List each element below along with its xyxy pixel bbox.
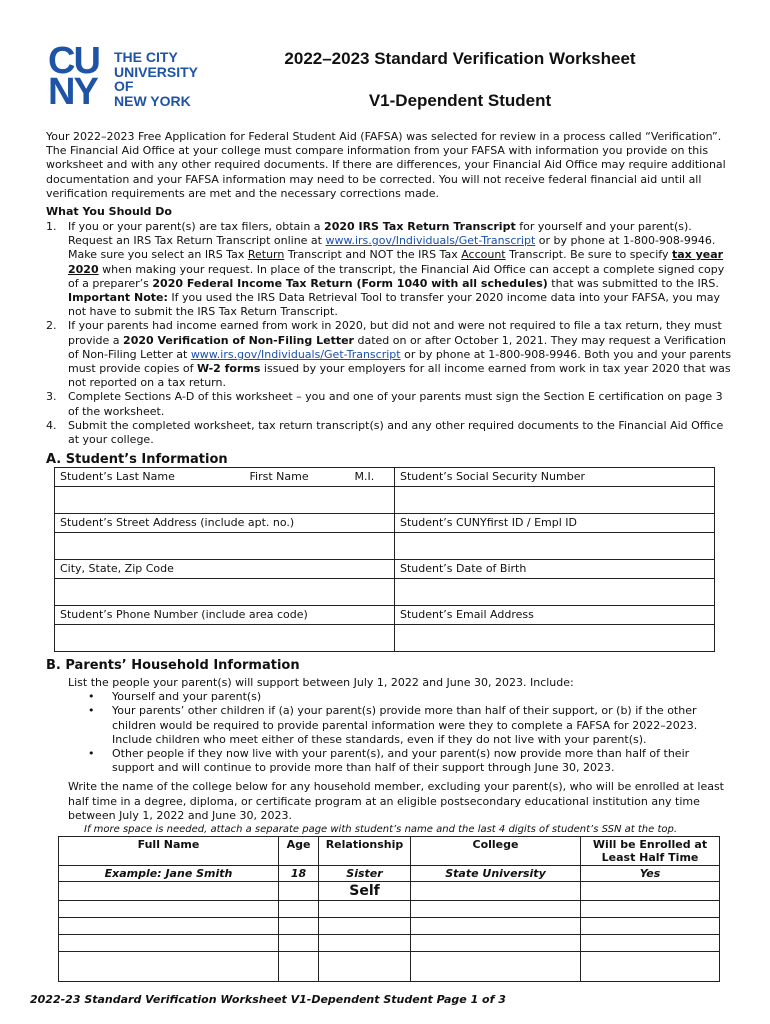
household-bullet: • Yourself and your parent(s) [88,690,262,704]
irs-nonfiling-link[interactable]: www.irs.gov/Individuals/Get-Transcript [190,347,401,361]
step-3: 3. Complete Sections A-D of this worksheet – you and one of your parents must sign the Section E certification on page 3 of the worksheet. [46,390,723,418]
what-to-do-heading: What You Should Do [46,205,172,218]
email-label: Student’s Email Address [395,606,715,625]
col-enrolled: Will be Enrolled at Least Half Time [581,837,720,866]
mi-label: M.I. [350,468,395,487]
self-row [59,882,720,901]
step-1: 1. If you or your parent(s) are tax filers, obtain a 2020 IRS Tax Return Transcript for yourself and your parent(s). Request an IRS Tax Return Transcript online at www.irs.gov/Individuals/Get-Transcript or by phone at 1-800-908-9946. Make sure you select an IRS Tax Return Transcript and NOT the IRS Tax Account Transcript. Be sure to specify tax year 2020 when making your request. In place of the transcript, the Financial Aid Office can accept a complete signed copy of a preparer’s 2020 Federal Income Tax Return (Form 1040 with all schedules) that was submitted to the IRS. Important Note: If you used the IRS Data Retrieval Tool to transfer your 2020 income data into your FAFSA, you may not have to submit the IRS Tax Return Transcript. [46,220,725,319]
cuny-logo [48,40,208,113]
phone-label: Student’s Phone Number (include area code) [55,606,395,625]
city-label: City, State, Zip Code [55,560,395,579]
student-info-table [54,467,715,652]
col-college: College [411,837,581,866]
first-name-label: First Name [245,468,350,487]
cunyfirst-label: Student’s CUNYfirst ID / Empl ID [395,514,715,533]
name-field[interactable] [55,487,395,514]
dob-field[interactable] [395,579,715,606]
household-bullet: • Other people if they now live with your parent(s), and your parent(s) now provide more than half of their support and will continue to provide more than half of their support through June 30, 2023. [88,747,690,775]
self-name-field[interactable] [59,882,279,901]
page-subtitle: V1-Dependent Student [368,91,552,110]
cuny-logo-text: THE CITY UNIVERSITY OF NEW YORK [114,49,199,109]
irs-transcript-link[interactable]: www.irs.gov/Individuals/Get-Transcript [325,234,536,248]
section-a-heading: A. Student’s Information [46,452,228,467]
col-relationship: Relationship [319,837,411,866]
self-age-field[interactable] [279,882,319,901]
example-row: Example: Jane Smith 18 Sister State University Yes [59,866,720,882]
household-lead: List the people your parent(s) will support between July 1, 2022 and June 30, 2023. Include: [68,676,574,689]
col-full-name: Full Name [59,837,279,866]
address-label: Student’s Street Address (include apt. no.) [55,514,395,533]
step-4: 4. Submit the completed worksheet, tax return transcript(s) and any other required documents to the Financial Aid Office at your college. [46,418,724,447]
last-name-label: Student’s Last Name [55,468,245,487]
table-row [59,935,720,952]
table-row [59,918,720,935]
self-relationship-field[interactable]: Self [319,882,411,901]
col-age: Age [279,837,319,866]
cunyfirst-field[interactable] [395,533,715,560]
section-b-heading: B. Parents’ Household Information [46,658,300,673]
ssn-field[interactable] [395,487,715,514]
more-space-note: If more space is needed, attach a separate page with student’s name and the last 4 digits of student’s SSN at the top. [84,824,678,835]
college-instructions: Write the name of the college below for any household member, excluding your parent(s), who will be enrolled at least half time in a degree, diploma, or certificate program at an eligible postsecondary educational institution any time between July 1, 2022 and June 30, 2023. [68,780,724,822]
self-college-field[interactable] [411,882,581,901]
page-title: 2022–2023 Standard Verification Worksheet [284,49,636,68]
table-row [59,901,720,918]
page-footer: 2022-23 Standard Verification Worksheet V1-Dependent Student Page 1 of 3 [30,993,506,1006]
address-field[interactable] [55,533,395,560]
steps-list [46,220,736,447]
household-instructions [68,676,728,823]
city-field[interactable] [55,579,395,606]
email-field[interactable] [395,625,715,652]
table-row [59,952,720,982]
household-bullet: • Your parents’ other children if (a) your parent(s) provide more than half of their support, or (b) if the other children would be required to provide parental information were they to complete a FAFSA for 2022–2023. Include children who meet either of these standards, even if they do not live with your parent(s). [88,704,698,746]
household-table [58,836,720,982]
intro-paragraph: Your 2022–2023 Free Application for Federal Student Aid (FAFSA) was selected for review in a process called “Verification”. The Financial Aid Office at your college must compare information from your FAFSA with information you provide on this worksheet and with any other required documents. If there are differences, your Financial Aid Office may require additional documentation and your FAFSA information may need to be corrected. You will not receive federal financial aid until all verification requirements are met and the necessary corrections made. [46,130,726,200]
step-2: 2. If your parents had income earned from work in 2020, but did not and were not required to file a tax return, they must provide a 2020 Verification of Non-Filing Letter dated on or after October 1, 2021. They may request a Verification of Non-Filing Letter at www.irs.gov/Individuals/Get-Transcript or by phone at 1-800-908-9946. Both you and your parents must provide copies of W-2 forms issued by your employers for all income earned from work in tax year 2020 that was not reported on a tax return. [46,319,732,390]
dob-label: Student’s Date of Birth [395,560,715,579]
self-enrolled-field[interactable] [581,882,720,901]
phone-field[interactable] [55,625,395,652]
cuny-logo-mark: CUNY [48,40,99,113]
ssn-label: Student’s Social Security Number [395,468,715,487]
